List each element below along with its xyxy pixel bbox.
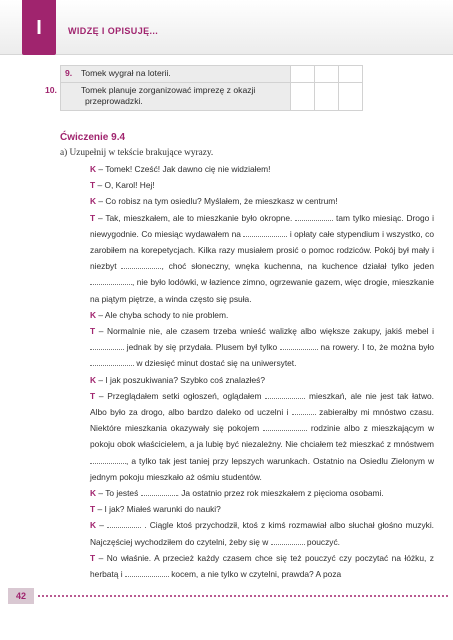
section-title: WIDZĘ I OPISUJĘ... (68, 26, 159, 36)
dialogue-text-segment: kocem, a nie tylko w czytelni, prawda? A poza (168, 569, 342, 580)
speaker-label: K (90, 374, 99, 385)
chapter-number: I (36, 17, 42, 39)
fill-in-gap[interactable] (107, 519, 141, 528)
fill-in-gap[interactable] (90, 455, 126, 464)
dialogue-text-segment: i opłaty całe stypendium i wszystko, co zarobiłem na korepetycjach. Kilka razy musiałem prosić o pomoc rodziców. Pokój był mały i niezbyt (90, 228, 434, 272)
fill-in-gap[interactable] (141, 487, 177, 496)
dialogue-text-segment: – I jak poszukiwania? Szybko coś znalazłeś? (98, 374, 266, 385)
exercise-title: Ćwiczenie 9.4 (60, 132, 126, 143)
answer-box[interactable] (315, 82, 339, 110)
fill-in-gap[interactable] (125, 568, 169, 577)
speaker-label: K (90, 309, 99, 320)
answer-box[interactable] (339, 82, 363, 110)
fill-in-gap[interactable] (90, 276, 132, 285)
fill-in-gap[interactable] (280, 341, 318, 350)
fill-in-gap[interactable] (90, 357, 134, 366)
dialogue-text-segment: . Ja ostatnio przez rok mieszkałem z pięcioma osobami. (176, 488, 384, 499)
statement-text: Tomek wygrał na loterii. (81, 68, 171, 78)
fill-in-gap[interactable] (263, 422, 307, 431)
dialogue-line (90, 517, 434, 549)
speaker-label: K (90, 196, 99, 207)
speaker-label: K (90, 164, 99, 174)
dialogue-line (90, 372, 434, 388)
dialogue-line (90, 485, 434, 501)
footer-dotted-rule (38, 595, 448, 597)
fill-in-gap[interactable] (265, 390, 305, 399)
fill-in-gap[interactable] (295, 212, 333, 221)
answer-box[interactable] (291, 82, 315, 110)
speaker-label: T (90, 552, 99, 563)
dialogue-text-segment: na rowery. I to, że można było (317, 342, 434, 353)
chapter-tab (22, 0, 56, 55)
dialogue-line (90, 388, 434, 485)
dialogue-text-segment: – To jesteś (98, 488, 141, 499)
dialogue-text-segment: – Normalnie nie, ale czasem trzeba wnieść walizkę albo większe zakupy, jakiś mebel i (98, 326, 434, 337)
speaker-label: T (90, 212, 98, 223)
dialogue-text-segment: – Co robisz na tym osiedlu? Myślałem, że mieszkasz w centrum! (98, 196, 338, 207)
dialogue-line (90, 193, 434, 209)
dialogue-text-segment: – No właśnie. A przecież każdy czasem chce się też pouczyć czy poczytać na łóżku, z herbatą i (90, 552, 434, 580)
speaker-label: T (90, 504, 98, 515)
dialogue-text-segment: – Tomek! Cześć! Jak dawno cię nie widziałem! (98, 164, 271, 174)
dialogue-text-segment: rodzinie albo z mieszkającym w pokoju obok właścicielem, a ja lubię być niezależny. Nie chciałem też mieszkać z mnóstwem (90, 423, 434, 450)
dialogue-line (90, 177, 434, 193)
statement-number: 10. (45, 84, 57, 95)
dialogue-text-segment: – Tak, mieszkałem, ale to mieszkanie było okropne. (97, 212, 296, 223)
answer-box[interactable] (291, 66, 315, 83)
dialogue-text-segment: , choć słoneczny, wnęka kuchenna, na kuchence działał tylko jeden (161, 261, 434, 272)
dialogue-line (90, 161, 434, 177)
fill-in-gap[interactable] (271, 536, 305, 545)
speaker-label: T (90, 180, 98, 191)
dialogue-text-segment: zabierałby mi mnóstwo czasu. Niektóre mieszkania okazywały się pokojem (90, 407, 434, 434)
dialogue-text-segment: jednak by się przydała. Plusem był tylko (124, 342, 280, 353)
table-row (61, 82, 363, 110)
dialogue-line (90, 307, 434, 323)
dialogue-line (90, 323, 434, 372)
dialogue-line (90, 210, 434, 307)
dialogue-text-segment: , nie było lodówki, w łazience zimno, ogrzewanie gazem, więc drogie, mieszkanie na piątym piętrze, a winda często się psuła. (90, 277, 434, 304)
statements-table (45, 65, 363, 111)
exercise-instruction: a) Uzupełnij w tekście brakujące wyrazy. (60, 148, 214, 158)
fill-in-gap[interactable] (292, 406, 316, 415)
dialogue-text-segment: – (99, 520, 108, 531)
dialogue-text-segment: – O, Karol! Hej! (97, 180, 155, 191)
statement-cell (61, 66, 291, 83)
statement-cell (45, 82, 291, 110)
dialogue-text-segment: pouczyć. (304, 536, 340, 547)
dialogue-text-segment: – Ale chyba schody to nie problem. (98, 309, 229, 320)
dialogue-line (90, 501, 434, 517)
answer-box[interactable] (315, 66, 339, 83)
dialogue-text-segment: tam tylko miesiąc. Drogo i niewygodnie. Co miesiąc wydawałem na (90, 212, 434, 239)
page-footer (0, 588, 453, 604)
dialogue-text-segment: – Przeglądałem setki ogłoszeń, oglądałem (98, 390, 266, 401)
fill-in-gap[interactable] (121, 260, 161, 269)
dialogue-text-segment: – I jak? Miałeś warunki do nauki? (97, 504, 221, 515)
statement-number: 9. (65, 68, 73, 78)
dialogue-text-segment: mieszkań, ale nie jest tak łatwo. Albo było za drogo, albo bardzo daleko od uczelni i (90, 390, 434, 418)
fill-in-gap[interactable] (243, 228, 287, 237)
dialogue-line (90, 550, 434, 582)
dialogue-text (90, 161, 434, 582)
dialogue-text-segment: w dziesięć minut dostać się na uniwersytet. (134, 358, 297, 369)
speaker-label: K (90, 488, 99, 499)
statement-text: Tomek planuje zorganizować imprezę z okazji przeprowadzki. (81, 84, 256, 106)
answer-box[interactable] (339, 66, 363, 83)
speaker-label: K (90, 520, 100, 531)
page-number: 42 (8, 588, 34, 604)
dialogue-text-segment: . Ciągle ktoś przychodził, ktoś z kimś rozmawiał albo słuchał głośno muzyki. Najczęściej wychodziłem do czytelni, żeby się w (90, 520, 435, 547)
table-row (61, 66, 363, 83)
speaker-label: T (90, 326, 99, 337)
dialogue-text-segment: , a tylko tak jest taniej przy lepszych warunkach. Ostatnio na Osiedlu Zielonym w jednym pokoju mieszkało aż ośmiu studentów. (90, 455, 434, 482)
speaker-label: T (90, 390, 99, 401)
fill-in-gap[interactable] (90, 341, 124, 350)
